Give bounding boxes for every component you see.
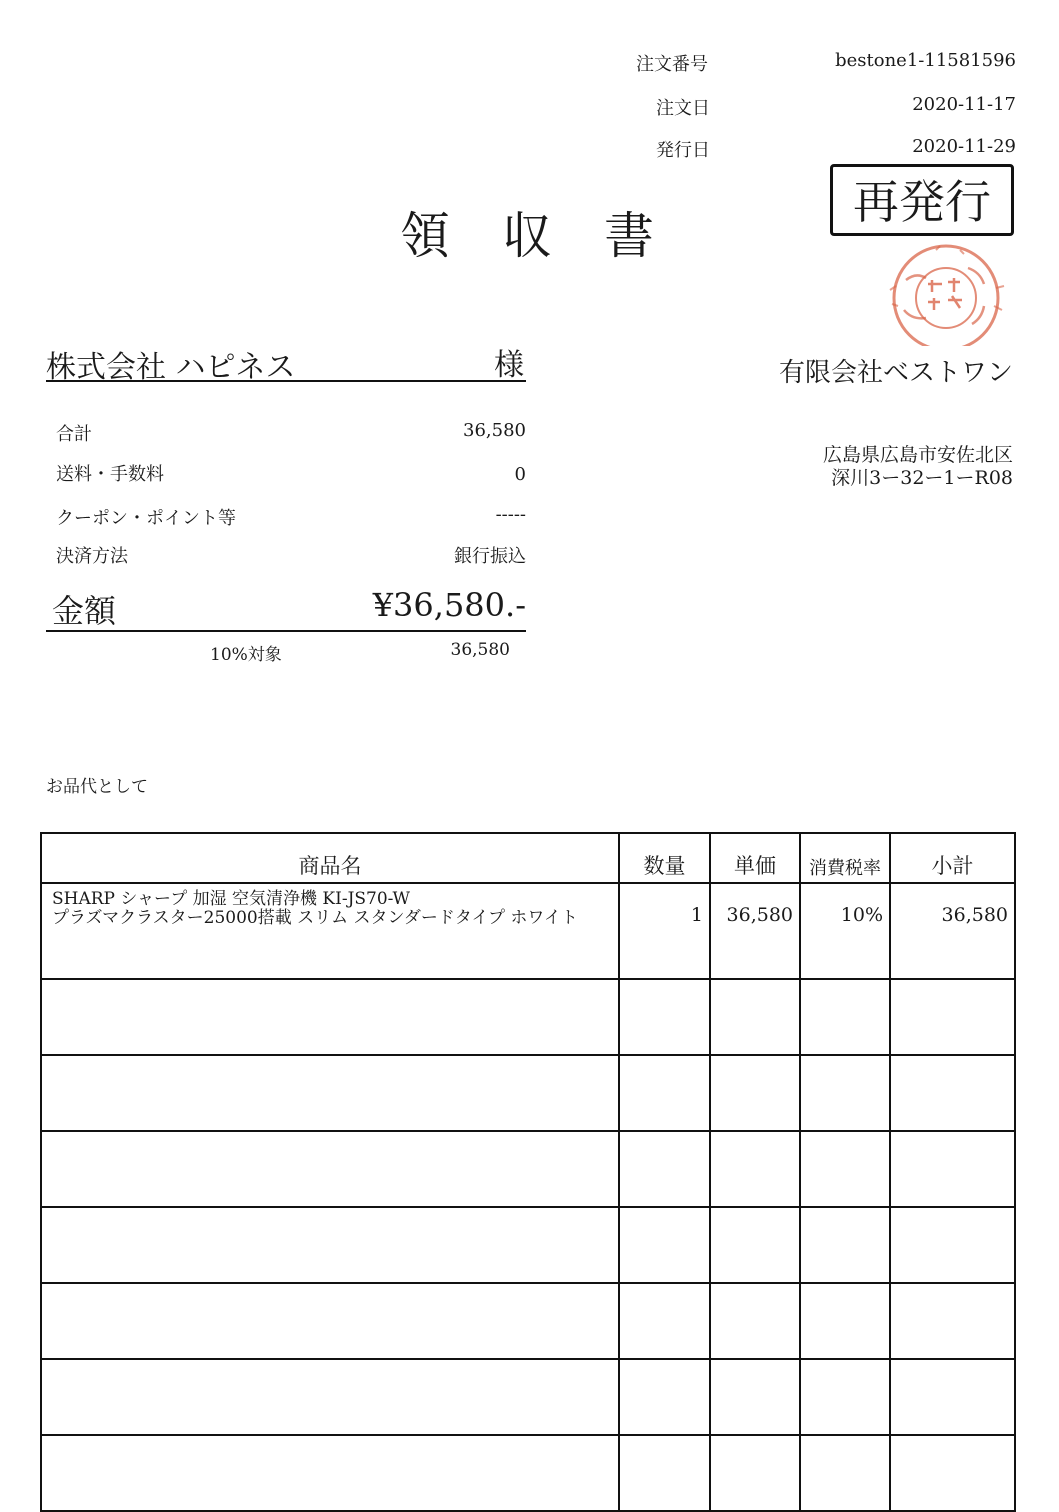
document-title: 領収書 [400,207,706,265]
address-line-2: 深川3ー32ー1ーR08 [831,467,1013,489]
item-unit-price: 36,580 [710,883,800,979]
empty-cell [890,1283,1015,1359]
empty-cell [710,1359,800,1435]
empty-cell [41,1359,619,1435]
purpose-note: お品代として [46,777,148,797]
empty-cell [41,1055,619,1131]
header-product-name: 商品名 [41,833,619,883]
empty-cell [41,1283,619,1359]
amount-label: 金額 [52,592,117,630]
table-row-empty [41,979,1015,1055]
customer-honorific: 様 [494,348,524,383]
empty-cell [800,1283,890,1359]
table-row-empty [41,1283,1015,1359]
address-line-1: 広島県広島市安佐北区 [822,444,1013,466]
empty-cell [619,1283,710,1359]
empty-cell [800,1359,890,1435]
reissue-stamp: 再発行 [830,164,1014,236]
summary-payment-row [56,542,526,568]
table-row-empty [41,1055,1015,1131]
item-quantity: 1 [619,883,710,979]
empty-cell [890,1435,1015,1511]
issuer-company: 有限会社ベストワン [778,358,1013,388]
empty-cell [619,1207,710,1283]
header-subtotal: 小計 [890,833,1015,883]
empty-cell [710,979,800,1055]
table-row-empty [41,1435,1015,1511]
table-row [41,883,1015,979]
empty-cell [890,979,1015,1055]
item-name-line-2: プラズマクラスター25000搭載 スリム スタンダードタイプ ホワイト [52,908,578,928]
amount-value: ¥36,580.- [372,586,526,624]
item-name-cell [41,883,619,979]
header-tax-rate: 消費税率 [800,833,890,883]
item-name-line-1: SHARP シャープ 加湿 空気清浄機 KI-JS70-W [52,889,410,909]
empty-cell [800,1055,890,1131]
summary-shipping-row [56,460,526,486]
coupon-value: ----- [495,504,526,525]
tax-target-value: 36,580 [450,640,510,660]
item-subtotal: 36,580 [890,883,1015,979]
empty-cell [41,979,619,1055]
empty-cell [890,1207,1015,1283]
customer-line [46,340,526,385]
payment-value: 銀行振込 [454,546,526,567]
summary-coupon-row [56,504,526,530]
amount-row [46,582,526,632]
empty-cell [619,1359,710,1435]
empty-cell [710,1131,800,1207]
empty-cell [800,1435,890,1511]
header-unit-price: 単価 [710,833,800,883]
empty-cell [800,979,890,1055]
payment-label: 決済方法 [56,546,128,567]
table-row-empty [41,1207,1015,1283]
issuer-address [823,444,1013,490]
tax-target-label: 10%対象 [210,645,282,665]
empty-cell [890,1055,1015,1131]
empty-cell [710,1435,800,1511]
empty-cell [41,1207,619,1283]
empty-cell [619,1435,710,1511]
order-date: 2020-11-17 [912,94,1016,115]
table-row-empty [41,1131,1015,1207]
issue-date: 2020-11-29 [912,136,1016,157]
empty-cell [890,1359,1015,1435]
order-date-label: 注文日 [656,98,710,119]
shipping-value: 0 [514,464,526,485]
items-table [40,832,1016,1512]
coupon-label: クーポン・ポイント等 [56,508,236,529]
shipping-label: 送料・手数料 [56,464,164,485]
empty-cell [41,1435,619,1511]
order-number-label: 注文番号 [636,54,708,75]
empty-cell [41,1131,619,1207]
company-seal-icon [876,240,1014,346]
empty-cell [619,1055,710,1131]
total-label: 合計 [56,424,92,445]
empty-cell [710,1283,800,1359]
table-header-row [41,833,1015,883]
table-row-empty [41,1359,1015,1435]
empty-cell [619,979,710,1055]
issue-date-label: 発行日 [656,140,710,161]
empty-cell [890,1131,1015,1207]
empty-cell [619,1131,710,1207]
customer-name: 株式会社 ハピネス [46,350,296,385]
empty-cell [800,1207,890,1283]
empty-cell [710,1055,800,1131]
empty-cell [800,1131,890,1207]
header-quantity: 数量 [619,833,710,883]
item-tax-rate: 10% [800,883,890,979]
order-number: bestone1-11581596 [835,50,1016,71]
summary-total-row [56,420,526,446]
empty-cell [710,1207,800,1283]
total-value: 36,580 [463,420,526,441]
